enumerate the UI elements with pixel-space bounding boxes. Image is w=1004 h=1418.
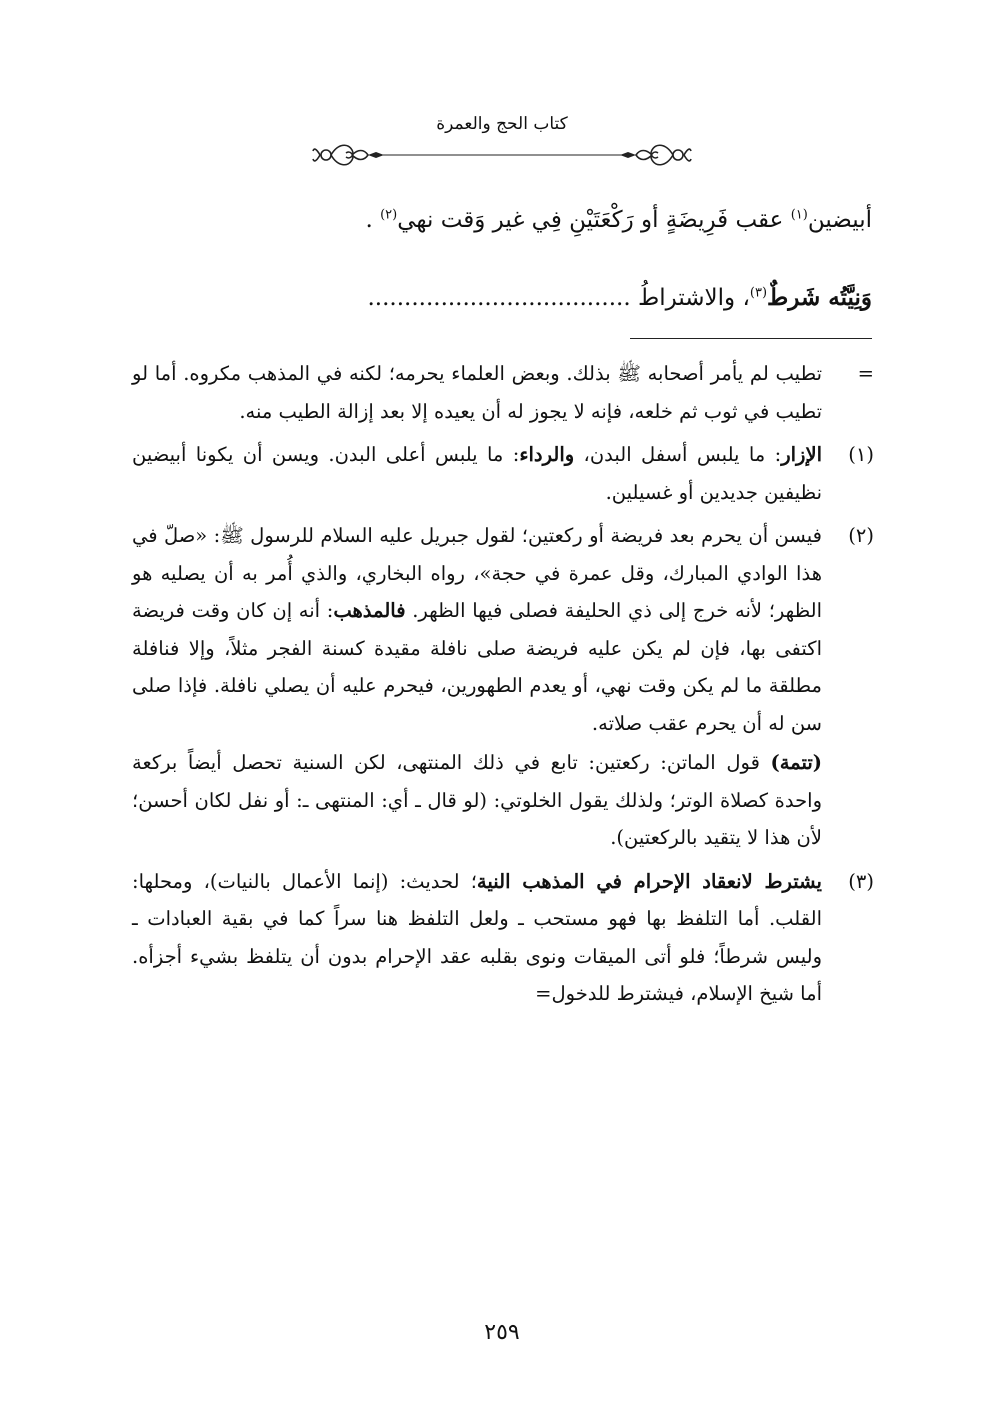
running-header (0, 112, 1004, 172)
footnote-mark: (٢) (848, 524, 874, 547)
footnotes (132, 355, 874, 1019)
floral-divider-icon (312, 138, 692, 172)
footnote-text: فيسن أن يحرم بعد فريضة أو ركعتين؛ لقول جبريل عليه السلام للرسول ﷺ: «صلّ في هذا الوادي المبارك، وقل عمرة في حجة»، رواه البخاري، والذي أُمر به أن يصليه هو الظهر؛ لأنه خرج إلى ذي الحليفة فصلى فيها الظهر. (132, 524, 822, 622)
matn-text: . (365, 207, 381, 233)
footnote-paragraph (132, 436, 822, 511)
main-text (132, 200, 872, 318)
footnote-text: : ما يلبس أسفل البدن، (574, 443, 782, 466)
matn-line-1 (132, 200, 872, 240)
matn-text-bold: وَنِيَّتُه شَرطٌ (767, 284, 872, 311)
footnote-ref-2: (٢) (380, 207, 398, 223)
matn-text: أبيضين (807, 207, 872, 233)
footnote-body (132, 517, 822, 857)
footnote-ref-1: (١) (790, 207, 808, 223)
footnote-mark: = (857, 362, 874, 385)
page-number: ٢٥٩ (484, 1320, 520, 1345)
footnote-mark: (٣) (848, 869, 874, 893)
bold-term: (تتمة) (770, 751, 822, 774)
footnote-text: ؛ لحديث: (إنما الأعمال بالنيات)، ومحلها: القلب. أما التلفظ بها فهو مستحب ـ ولعل التلفظ هنا سراً كما في بقية العبادات ـ وليس شرطاً؛ فلو أتى الميقات ونوى بقلبه عقد الإحرام بدون أن يتلفظ بشيء أجزأه. أما شيخ الإسلام، فيشترط للدخول= (132, 869, 822, 1005)
footnote-text: : ما يلبس أعلى البدن. ويسن أن يكونا أبيضين نظيفين جديدين أو غسيلين. (132, 443, 822, 504)
bold-term: يشترط لانعقاد الإحرام في المذهب النية (476, 869, 822, 893)
footnote-ref-3: (٣) (749, 285, 768, 301)
footnote-body (132, 863, 822, 1013)
continuation-dots: .................................... (367, 285, 631, 311)
matn-text: عقب فَرِيضَةٍ أو رَكْعَتَيْنِ فِي غير وَقت نهي (397, 207, 791, 233)
footnote-paragraph (132, 744, 822, 857)
footnote-separator (630, 338, 872, 339)
footnote-3 (132, 863, 874, 1013)
bold-term: والرداء (519, 443, 575, 466)
book-title: كتاب الحج والعمرة (436, 114, 568, 134)
bold-term: فالمذهب (333, 599, 406, 622)
footnote-1 (132, 436, 874, 511)
footnote-mark: (١) (848, 443, 874, 466)
matn-text: ، والاشتراطُ (630, 285, 750, 311)
footnote-paragraph: تطيب لم يأمر أصحابه ﷺ بذلك. وبعض العلماء يحرمه؛ لكنه في المذهب مكروه. أما لو تطيب في ثوب ثم خلعه، فإنه لا يجوز له أن يعيده إلا بعد إزالة الطيب منه. (132, 362, 822, 423)
footnote-paragraph (132, 863, 822, 1013)
footnote-continuation (132, 355, 874, 430)
footnote-paragraph (132, 517, 822, 742)
footnote-text: : أنه إن كان وقت فريضة اكتفى بها، فإن لم يكن عليه فريضة صلى نافلة مقيدة كسنة الفجر مثلاً، وإلا فنافلة مطلقة ما لم يكن وقت نهي، أو يعدم الطهورين، فيحرم عليه أن يصلي نافلة. فإذا صلى سن له أن يحرم عقب صلاته. (132, 599, 822, 735)
footnote-2 (132, 517, 874, 857)
footnote-text: قول الماتن: ركعتين: تابع في ذلك المنتهى، لكن السنية تحصل أيضاً بركعة واحدة كصلاة الوتر؛ ولذلك يقول الخلوتي: (لو قال ـ أي: المنتهى ـ: أو نفل لكان أحسن؛ لأن هذا لا يتقيد بالركعتين). (132, 751, 822, 849)
bold-term: الإزار (781, 443, 822, 466)
matn-line-2 (132, 278, 872, 318)
footnote-body (132, 355, 822, 430)
footnote-body (132, 436, 822, 511)
